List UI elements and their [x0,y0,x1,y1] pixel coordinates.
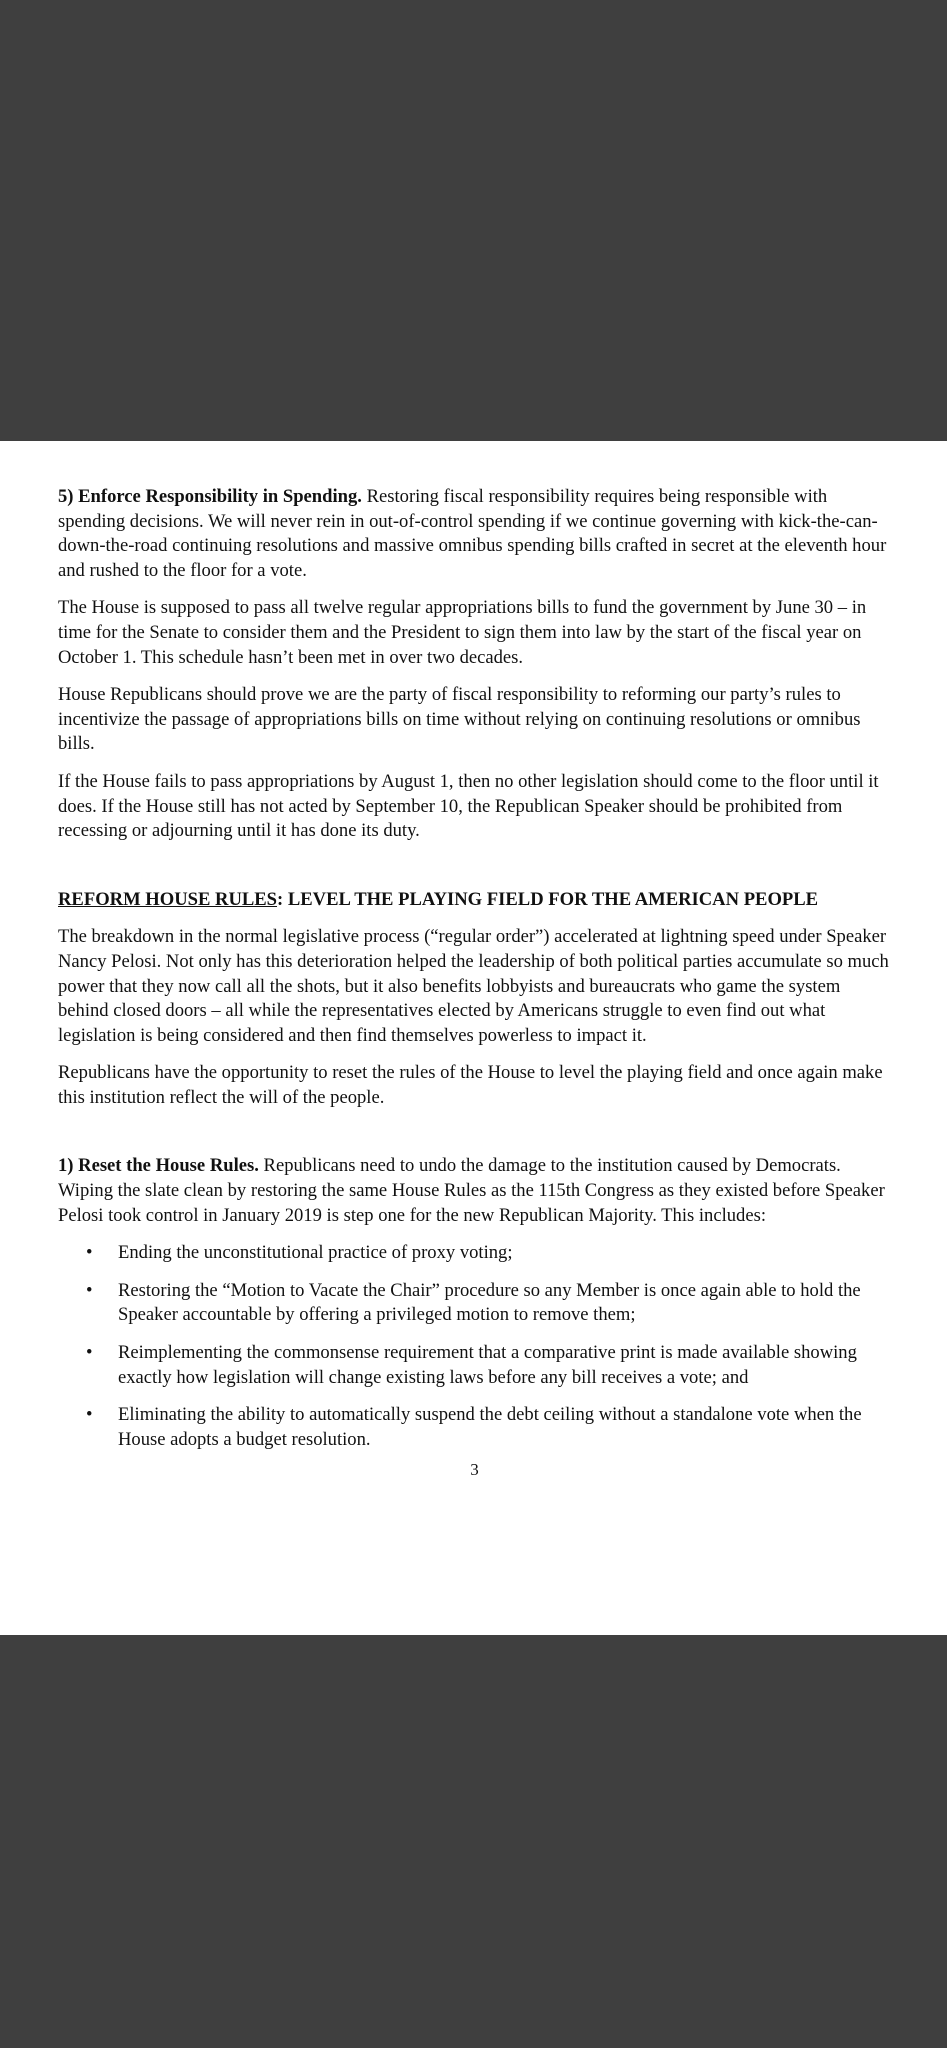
list-item-text: Restoring the “Motion to Vacate the Chair” procedure so any Member is once again able to hold the Speaker accountable by offering a privileged motion to remove them; [118,1279,861,1326]
reform-heading-underlined: REFORM HOUSE RULES [58,888,278,910]
reform-heading [58,888,891,913]
bullet-icon: • [86,1342,93,1364]
spending-paragraph-2: The House is supposed to pass all twelve regular appropriations bills to fund the government by June 30 – in time for the Senate to consider them and the President to sign them into law by the start of the fiscal year on October 1. This schedule hasn’t been met in over two decades. [58,597,867,668]
reset-bullet-list [58,1241,891,1452]
reform-paragraph-2: Republicans have the opportunity to reset the rules of the House to level the playing field and once again make this institution reflect the will of the people. [58,1062,883,1108]
spending-paragraph-4: If the House fails to pass appropriations by August 1, then no other legislation should come to the floor until it does. If the House still has not acted by September 10, the Republican Speaker should be prohibited from recessing or adjourning until it has done its duty. [58,770,879,842]
list-item-text: Eliminating the ability to automatically suspend the debt ceiling without a standalone vote when the House adopts a budget resolution. [118,1404,862,1450]
spending-paragraph-3: House Republicans should prove we are the party of fiscal responsibility to reforming our party’s rules to incentivize the passage of appropriations bills on time without relying on continuing resolutions or omnibus bills. [58,684,861,755]
list-item [58,1403,891,1452]
spending-para1-text: Restoring fiscal responsibility requires being responsible with spending decisions. We will never rein in out-of-control spending if we continue governing with kick-the-can-down-the-road continuing resolutions and massive omnibus spending bills crafted in secret at the eleventh hour and rushed to the floor for a vote. [58,486,887,581]
list-item [58,1341,891,1390]
reset-lead: 1) Reset the House Rules. [58,1155,259,1177]
spending-lead: 5) Enforce Responsibility in Spending. [58,486,362,507]
list-item-text: Ending the unconstitutional practice of proxy voting; [118,1242,513,1264]
bullet-icon: • [86,1242,93,1264]
document-page [0,441,947,1635]
bullet-icon: • [86,1404,93,1426]
list-item-text: Reimplementing the commonsense requirement that a comparative print is made available showing exactly how legislation will change existing laws before any bill receives a vote; and [118,1342,857,1388]
page-number: 3 [470,1460,479,1480]
spending-paragraph-1 [58,485,891,583]
reform-heading-rest: : LEVEL THE PLAYING FIELD FOR THE AMERICAN PEOPLE [277,888,819,910]
bullet-icon: • [86,1279,93,1301]
list-item [58,1241,891,1266]
list-item [58,1279,891,1328]
reform-paragraph-1: The breakdown in the normal legislative process (“regular order”) accelerated at lightning speed under Speaker Nancy Pelosi. Not only has this deterioration helped the leadership of both political parties accumulate so much power that they now call all the shots, but it also benefits lobbyists and bureaucrats who game the system behind closed doors – all while the representatives elected by Americans struggle to even find out what legislation is being considered and then find themselves powerless to impact it. [58,926,889,1046]
reset-para1-text: Republicans need to undo the damage to the institution caused by Democrats. Wiping the slate clean by restoring the same House Rules as the 115th Congress as they existed before Speaker Pelosi took control in January 2019 is step one for the new Republican Majority. This includes: [58,1155,885,1226]
reset-paragraph-1 [58,1154,891,1228]
